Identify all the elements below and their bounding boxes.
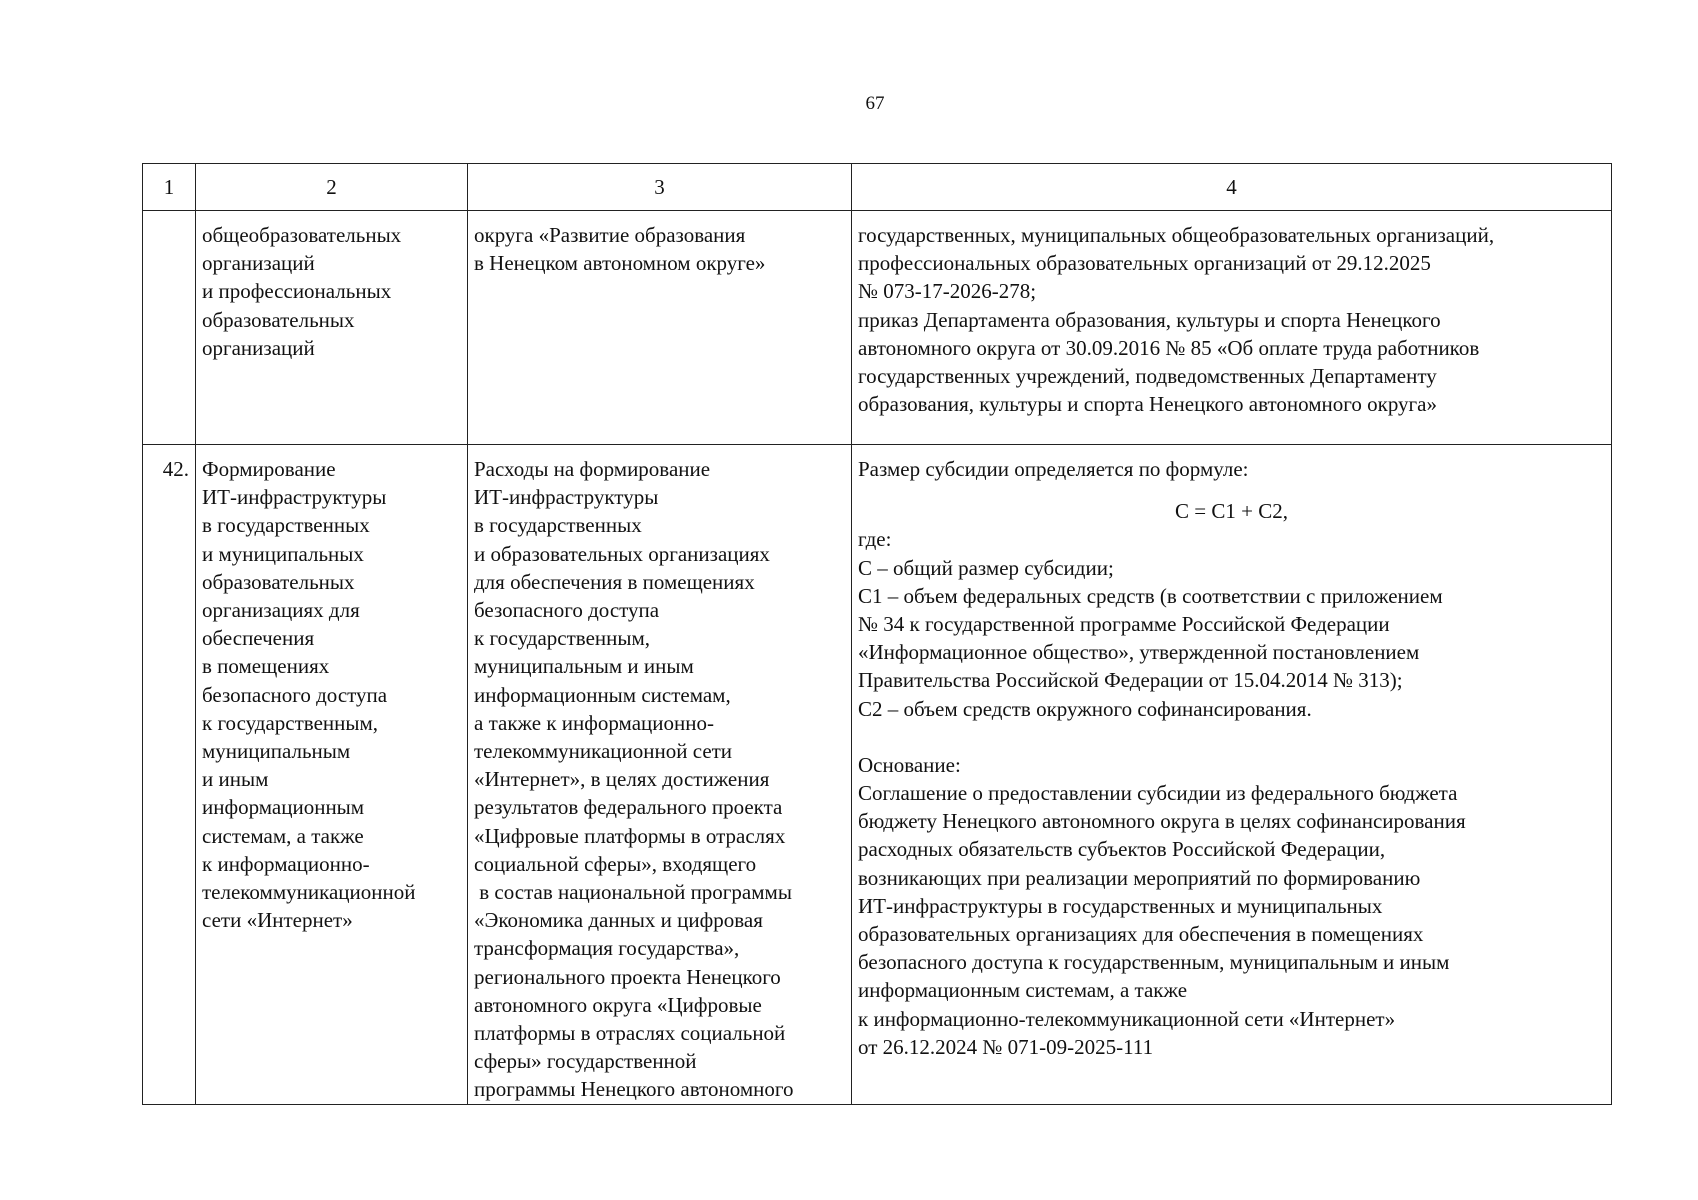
formula-legend [858, 525, 1605, 722]
text-line: а также к информационно- [474, 710, 714, 735]
text-line: платформы в отраслях социальной [474, 1021, 786, 1046]
text-line: «Цифровые платформы в отраслях [474, 823, 786, 848]
text-line: № 073-17-2026-278; [858, 279, 1037, 304]
text-line: программы Ненецкого автономного [474, 1077, 794, 1102]
text-line: где: [858, 527, 892, 552]
text-line: ИТ-инфраструктуры [474, 485, 659, 510]
text-line: результатов федерального проекта [474, 795, 783, 820]
text-line: № 34 к государственной программе Российской Федерации [858, 612, 1390, 637]
column-header-4: 4 [852, 164, 1612, 211]
column-header-2: 2 [196, 164, 468, 211]
text-line: государственных, муниципальных общеобразовательных организаций, [858, 223, 1495, 247]
expense-description-cell [468, 445, 852, 1105]
row-number-cell: 42. [143, 445, 196, 1105]
text-line: С1 – объем федеральных средств (в соответствии с приложением [858, 583, 1443, 608]
text-line: телекоммуникационной [202, 880, 416, 905]
text-line: бюджету Ненецкого автономного округа в целях софинансирования [858, 809, 1466, 834]
text-line: информационным [202, 795, 365, 820]
text-line: расходных обязательств субъектов Российской Федерации, [858, 837, 1386, 862]
text-line: в Ненецком автономном округе» [474, 251, 766, 276]
text-line: организаций [202, 251, 315, 276]
text-line: ИТ-инфраструктуры [202, 485, 387, 510]
table-row-42 [143, 445, 1612, 1105]
text-line: трансформация государства», [474, 936, 740, 961]
basis-cell [852, 211, 1612, 445]
activity-name-cell [196, 445, 468, 1105]
subsidy-formula: С = С1 + С2, [1175, 499, 1288, 524]
text-line: Основание: [858, 752, 961, 777]
paragraph-gap [858, 723, 1605, 751]
table-row-continued [143, 211, 1612, 445]
text-line: безопасного доступа [474, 598, 660, 623]
text-line: муниципальным и иным [474, 654, 694, 679]
text-line: безопасного доступа к государственным, муниципальным и иным [858, 950, 1450, 975]
text-line: безопасного доступа [202, 682, 388, 707]
text-line: в состав национальной программы [474, 880, 792, 905]
text-line: общеобразовательных [202, 223, 402, 247]
text-line: государственных учреждений, подведомственных Департаменту [858, 364, 1437, 389]
text-line: Формирование [202, 457, 336, 481]
text-line: образовательных организациях для обеспечения в помещениях [858, 922, 1424, 947]
text-line: в государственных [474, 513, 642, 538]
table-header-row [143, 164, 1612, 211]
text-line: «Экономика данных и цифровая [474, 908, 763, 933]
text-line: профессиональных образовательных организаций от 29.12.2025 [858, 251, 1431, 276]
text-line: возникающих при реализации мероприятий по формированию [858, 865, 1421, 890]
text-line: регионального проекта Ненецкого [474, 964, 781, 989]
text-line: С – общий размер субсидии; [858, 555, 1114, 580]
text-line: информационным системам, а также [858, 978, 1188, 1003]
activity-name-cell [196, 211, 468, 445]
text-line: округа «Развитие образования [474, 223, 746, 247]
text-line: автономного округа «Цифровые [474, 992, 762, 1017]
text-line: приказ Департамента образования, культуры и спорта Ненецкого [858, 307, 1441, 332]
text-line: для обеспечения в помещениях [474, 569, 755, 594]
text-line: от 26.12.2024 № 071-09-2025-111 [858, 1034, 1154, 1059]
text-line: автономного округа от 30.09.2016 № 85 «Об оплате труда работников [858, 335, 1480, 360]
text-line: к государственным, [474, 626, 651, 651]
formula-intro: Размер субсидии определяется по формуле: [858, 457, 1249, 481]
text-line: С2 – объем средств окружного софинансирования. [858, 696, 1312, 721]
text-line: телекоммуникационной сети [474, 739, 733, 764]
text-line: Правительства Российской Федерации от 15.04.2014 № 313); [858, 668, 1403, 693]
text-line: ИТ-инфраструктуры в государственных и муниципальных [858, 893, 1383, 918]
text-line: Расходы на формирование [474, 457, 711, 481]
text-line: и образовательных организациях [474, 541, 770, 566]
text-line: организациях для [202, 598, 360, 623]
text-line: в государственных [202, 513, 370, 538]
basis-text [858, 751, 1605, 1061]
text-line: образования, культуры и спорта Ненецкого автономного округа» [858, 392, 1437, 417]
text-line: и иным [202, 767, 269, 792]
row-number-cell [143, 211, 196, 445]
text-line: сферы» государственной [474, 1049, 697, 1074]
text-line: организаций [202, 335, 315, 360]
expense-description-cell [468, 211, 852, 445]
text-line: сети «Интернет» [202, 908, 353, 933]
page-number: 67 [865, 93, 885, 114]
text-line: к государственным, [202, 710, 379, 735]
text-line: «Информационное общество», утвержденной постановлением [858, 640, 1420, 665]
text-line: образовательных [202, 307, 355, 332]
document-table [142, 163, 1612, 1105]
text-line: в помещениях [202, 654, 330, 679]
text-line: «Интернет», в целях достижения [474, 767, 770, 792]
text-line: системам, а также [202, 823, 364, 848]
text-line: социальной сферы», входящего [474, 851, 757, 876]
text-line: к информационно-телекоммуникационной сети «Интернет» [858, 1006, 1396, 1031]
text-line: муниципальным [202, 739, 351, 764]
text-line: информационным системам, [474, 682, 731, 707]
subsidy-calculation-cell [852, 445, 1612, 1105]
text-line: и муниципальных [202, 541, 364, 566]
text-line: к информационно- [202, 851, 370, 876]
text-line: и профессиональных [202, 279, 392, 304]
text-line: обеспечения [202, 626, 315, 651]
column-header-1: 1 [143, 164, 196, 211]
text-line: образовательных [202, 569, 355, 594]
text-line: Соглашение о предоставлении субсидии из федерального бюджета [858, 781, 1458, 806]
column-header-3: 3 [468, 164, 852, 211]
